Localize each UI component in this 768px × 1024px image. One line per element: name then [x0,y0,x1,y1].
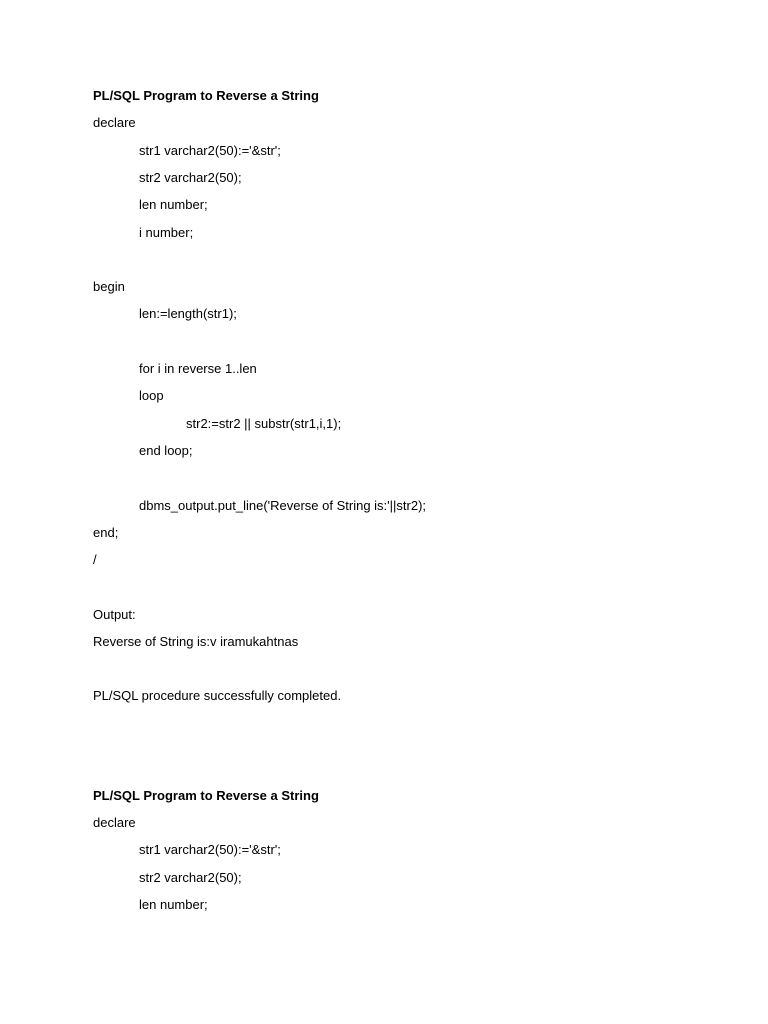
code-line-slash: / [93,552,97,567]
keyword-end: end; [93,525,119,540]
code-line-dbms-output: dbms_output.put_line('Reverse of String is:'||str2); [139,498,427,513]
program-title-repeat: PL/SQL Program to Reverse a String [93,788,319,803]
keyword-declare-repeat: declare [93,815,136,830]
keyword-declare: declare [93,115,136,130]
keyword-begin: begin [93,279,125,294]
program-title: PL/SQL Program to Reverse a String [93,88,319,103]
code-line-str1-declaration-repeat: str1 varchar2(50):='&str'; [139,842,281,857]
output-label: Output: [93,607,136,622]
code-line-for-loop: for i in reverse 1..len [139,361,257,376]
keyword-end-loop: end loop; [139,443,193,458]
code-line-str1-declaration: str1 varchar2(50):='&str'; [139,143,281,158]
keyword-loop: loop [139,388,164,403]
code-line-concat: str2:=str2 || substr(str1,i,1); [186,416,342,431]
code-line-str2-declaration: str2 varchar2(50); [139,170,242,185]
code-line-i-declaration: i number; [139,225,194,240]
code-line-str2-declaration-repeat: str2 varchar2(50); [139,870,242,885]
code-line-len-assignment: len:=length(str1); [139,306,237,321]
code-line-len-declaration-repeat: len number; [139,897,208,912]
completion-message: PL/SQL procedure successfully completed. [93,688,342,703]
output-value: Reverse of String is:v iramukahtnas [93,634,299,649]
code-line-len-declaration: len number; [139,197,208,212]
